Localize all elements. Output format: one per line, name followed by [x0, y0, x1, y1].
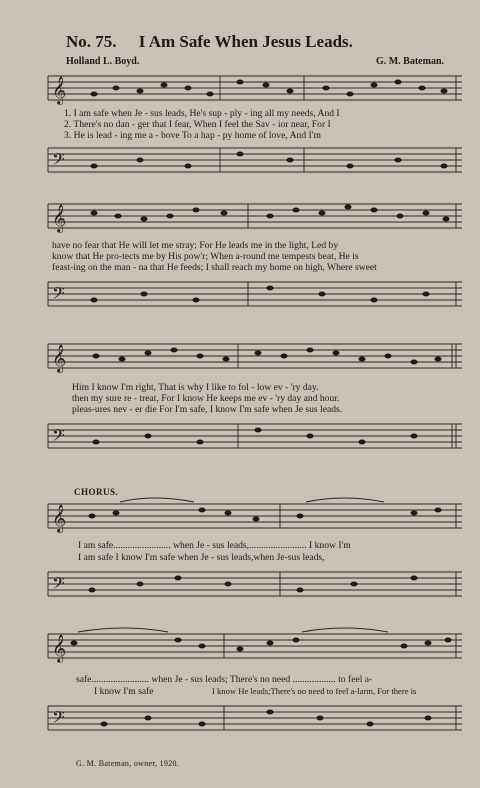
treble-staff-3 — [44, 336, 462, 380]
chorus-line-2-lower-b: I know He leads;There's no need to feel a-larm, For there is — [212, 686, 417, 696]
copyright-footer: G. M. Bateman, owner, 1920. — [76, 759, 180, 768]
verse-2-line: then my sure re - treat, For I know He keeps me ev - 'ry day and hour. — [72, 393, 340, 404]
staff-lines-svg — [44, 336, 462, 380]
svg-text:𝄢: 𝄢 — [52, 425, 65, 449]
treble-staff-5 — [44, 626, 462, 670]
hymn-number: No. 75. — [66, 32, 117, 51]
hymn-heading — [66, 32, 353, 52]
staff-lines-svg — [44, 700, 462, 744]
chorus-label: CHORUS. — [74, 487, 119, 497]
verse-3-line: 3. He is lead - ing me a - bove To a hap - py home of love, And I'm — [64, 130, 321, 141]
svg-text:𝄢: 𝄢 — [52, 149, 65, 173]
verse-3-line: pleas-ures nev - er die For I'm safe, I know I'm safe when Je sus leads. — [72, 404, 343, 415]
staff-lines-svg — [44, 276, 462, 320]
hymn-title: I Am Safe When Jesus Leads. — [138, 32, 353, 51]
verse-1-line: have no fear that He will let me stray; For He leads me in the light, Led by — [52, 240, 339, 251]
bass-staff-4 — [44, 566, 462, 610]
svg-text:𝄞: 𝄞 — [52, 204, 67, 232]
composer-credit: G. M. Bateman. — [375, 56, 444, 67]
staff-lines-svg — [44, 142, 462, 186]
treble-staff-1 — [44, 68, 462, 112]
svg-text:𝄞: 𝄞 — [52, 634, 67, 662]
bass-staff-3 — [44, 418, 462, 462]
svg-text:𝄢: 𝄢 — [52, 573, 65, 597]
staff-lines-svg — [44, 626, 462, 670]
verse-1-line: 1. I am safe when Je - sus leads, He's sup - ply - ing all my needs, And I — [64, 108, 340, 119]
verse-1-line: Him I know I'm right, That is why I like to fol - low ev - 'ry day. — [72, 382, 319, 393]
svg-text:𝄞: 𝄞 — [52, 76, 67, 104]
chorus-line-2-lower-a: I know I'm safe — [94, 686, 154, 697]
chorus-line-1-upper: I am safe........................ when Je - sus leads,........................ I know I'm — [78, 540, 351, 551]
bass-staff-1 — [44, 142, 462, 186]
staff-lines-svg — [44, 566, 462, 610]
svg-text:𝄞: 𝄞 — [52, 344, 67, 372]
svg-text:𝄢: 𝄢 — [52, 707, 65, 731]
staff-lines-svg — [44, 496, 462, 540]
bass-staff-5 — [44, 700, 462, 744]
treble-staff-4 — [44, 496, 462, 540]
bass-staff-2 — [44, 276, 462, 320]
svg-text:𝄢: 𝄢 — [52, 283, 65, 307]
verse-lyrics-block-3 — [72, 382, 470, 415]
svg-text:𝄞: 𝄞 — [52, 504, 67, 532]
verse-lyrics-block-1 — [64, 108, 462, 141]
verse-3-line: feast-ing on the man - na that He feeds; I shall reach my home on high, Where sweet — [52, 262, 377, 273]
author-credit: Holland L. Boyd. — [66, 56, 140, 67]
verse-2-line: 2. There's no dan - ger that I fear, When I feel the Sav - ior near, For I — [64, 119, 331, 130]
staff-lines-svg — [44, 418, 462, 462]
treble-staff-2 — [44, 196, 462, 240]
verse-2-line: know that He pro-tects me by His pow'r; When a-round me tempests beat, He is — [52, 251, 359, 262]
staff-lines-svg — [44, 68, 462, 112]
chorus-line-1-lower: I am safe I know I'm safe when Je - sus leads,when Je-sus leads, — [78, 552, 325, 563]
verse-lyrics-block-2 — [52, 240, 450, 273]
chorus-line-2-upper: safe........................ when Je - sus leads; There's no need .................. to feel a- — [76, 674, 373, 685]
staff-lines-svg — [44, 196, 462, 240]
